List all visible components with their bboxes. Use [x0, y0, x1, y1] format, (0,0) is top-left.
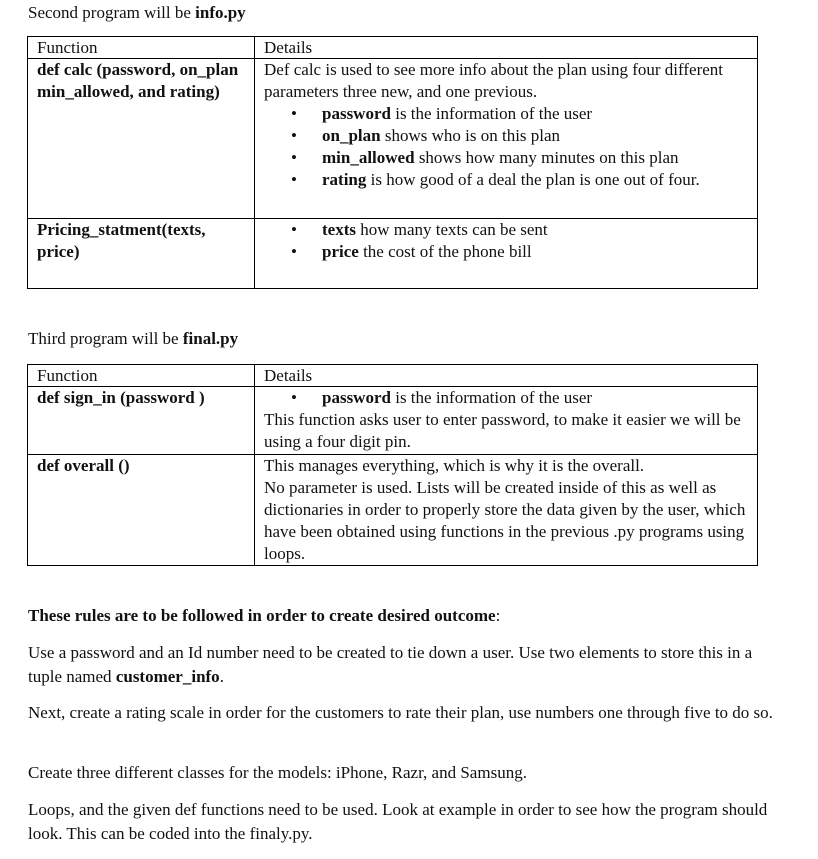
parameter-name: rating	[322, 170, 367, 189]
list-item	[322, 125, 749, 147]
function-cell: def overall ()	[28, 455, 255, 566]
parameter-description: shows who is on this plan	[380, 126, 561, 145]
function-column-header: Function	[28, 37, 255, 59]
parameter-name: password	[322, 104, 391, 123]
details-cell	[255, 455, 758, 566]
parameter-description: shows how many minutes on this plan	[414, 148, 679, 167]
details-text: This function asks user to enter password, to make it easier we will be using a four digit pin.	[264, 410, 741, 451]
table-row	[28, 455, 758, 566]
parameter-name: texts	[322, 220, 356, 239]
function-cell: def sign_in (password )	[28, 387, 255, 455]
table-header-row	[28, 37, 758, 59]
details-cell	[255, 59, 758, 219]
details-cell	[255, 387, 758, 455]
list-item	[322, 241, 749, 263]
heading-filename: final.py	[182, 329, 239, 348]
info-py-function-table	[27, 36, 758, 289]
list-item	[322, 169, 749, 191]
table-header-row	[28, 365, 758, 387]
parameter-name: password	[322, 388, 391, 407]
tuple-name: customer_info	[115, 667, 220, 686]
list-item	[322, 147, 749, 169]
parameter-name: on_plan	[322, 126, 381, 145]
info-py-heading	[28, 2, 246, 24]
parameter-name: price	[322, 242, 359, 261]
parameter-name: min_allowed	[322, 148, 415, 167]
heading-filename: info.py	[195, 3, 246, 22]
parameter-list	[264, 387, 749, 409]
details-cell	[255, 219, 758, 289]
heading-prefix: Second program will be	[28, 3, 196, 22]
table-row	[28, 59, 758, 219]
list-item	[322, 387, 749, 409]
rules-heading-colon: :	[495, 606, 501, 625]
paragraph-text: Use a password and an Id number need to be created to tie down a user. Use two elements to store this in a tuple named	[28, 643, 753, 686]
final-py-function-table	[27, 364, 758, 566]
function-column-header: Function	[28, 365, 255, 387]
paragraph-end: .	[219, 667, 224, 686]
final-py-heading	[28, 328, 238, 350]
details-text: No parameter is used. Lists will be created inside of this as well as dictionaries in order to properly store the data given by the user, which have been obtained using functions in the previous .py programs using loops.	[264, 478, 746, 563]
table-row	[28, 387, 758, 455]
details-intro: Def calc is used to see more info about the plan using four different parameters three new, and one previous.	[264, 60, 724, 101]
details-column-header: Details	[255, 37, 758, 59]
details-line: This manages everything, which is why it is the overall.	[264, 456, 645, 475]
parameter-list	[264, 103, 749, 191]
rules-paragraph: Loops, and the given def functions need to be used. Look at example in order to see how the program should look. This can be coded into the finaly.py.	[28, 800, 768, 843]
details-column-header: Details	[255, 365, 758, 387]
list-item	[322, 219, 749, 241]
table-row	[28, 219, 758, 289]
parameter-description: is the information of the user	[390, 388, 593, 407]
rules-paragraph	[28, 641, 788, 689]
function-cell: Pricing_statment(texts, price)	[28, 219, 255, 289]
function-cell: def calc (password, on_plan min_allowed, and rating)	[28, 59, 255, 219]
parameter-description: is how good of a deal the plan is one out of four.	[366, 170, 700, 189]
list-item	[322, 103, 749, 125]
parameter-description: is the information of the user	[390, 104, 593, 123]
parameter-list	[264, 219, 749, 263]
parameter-description: how many texts can be sent	[355, 220, 548, 239]
parameter-description: the cost of the phone bill	[358, 242, 532, 261]
rules-paragraph: Next, create a rating scale in order for the customers to rate their plan, use numbers one through five to do so.	[28, 703, 773, 722]
rules-heading-text: These rules are to be followed in order to create desired outcome	[28, 606, 496, 625]
rules-heading	[28, 604, 788, 628]
rules-paragraph: Create three different classes for the models: iPhone, Razr, and Samsung.	[28, 763, 527, 782]
heading-prefix: Third program will be	[28, 329, 183, 348]
